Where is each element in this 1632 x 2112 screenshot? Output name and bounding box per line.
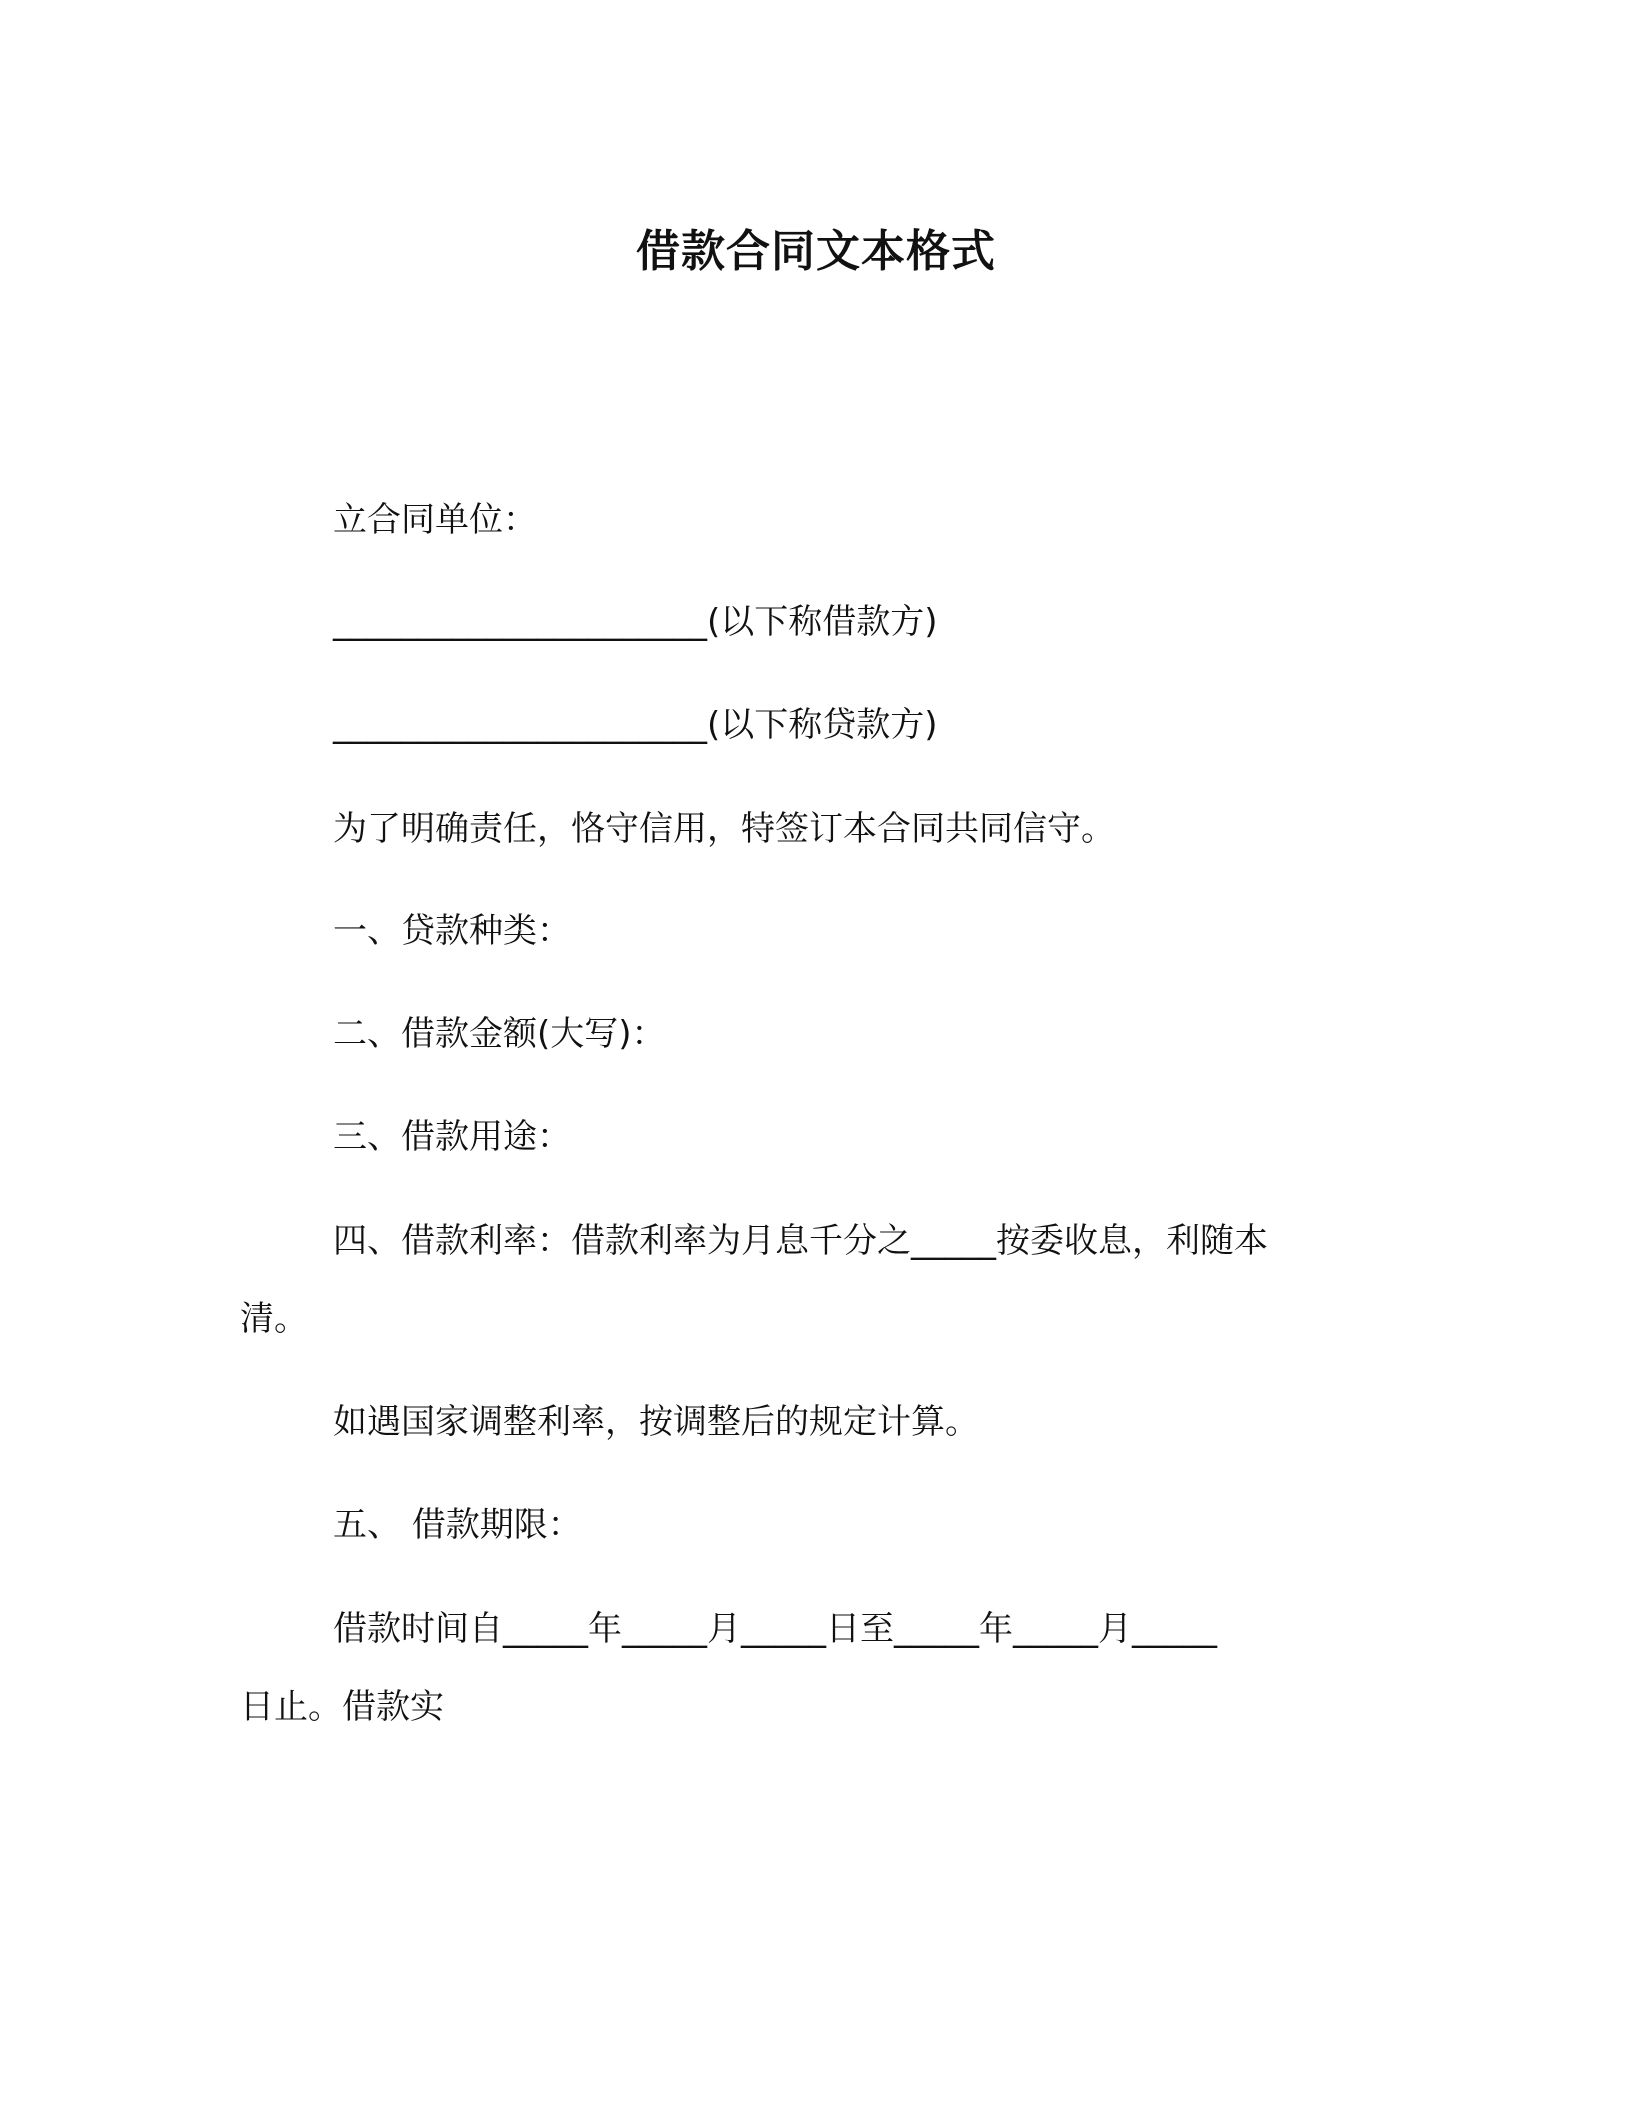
loan-term-dates: 借款时间自_____年_____月_____日至_____年_____月_____ <box>333 1609 1217 1649</box>
clause-loan-amount: 二、借款金额(大写)： <box>333 1014 666 1054</box>
rate-adjustment-text: 如遇国家调整利率，按调整后的规定计算。 <box>333 1402 979 1442</box>
clause-interest-rate: 四、借款利率：借款利率为月息千分之_____按委收息，利随本 <box>333 1221 1268 1261</box>
contract-parties-label: 立合同单位： <box>333 500 537 540</box>
clause-loan-purpose: 三、借款用途： <box>333 1117 571 1157</box>
document-title: 借款合同文本格式 <box>636 226 996 277</box>
clause-loan-term: 五、 借款期限： <box>333 1505 582 1545</box>
loan-term-dates-cont: 日止。借款实 <box>240 1687 444 1727</box>
lender-line: ______________________(以下称贷款方) <box>333 705 938 745</box>
clause-interest-rate-cont: 清。 <box>240 1299 308 1339</box>
borrower-line: ______________________(以下称借款方) <box>333 602 938 642</box>
clause-loan-type: 一、贷款种类： <box>333 911 571 951</box>
preamble-text: 为了明确责任，恪守信用，特签订本合同共同信守。 <box>333 809 1115 849</box>
